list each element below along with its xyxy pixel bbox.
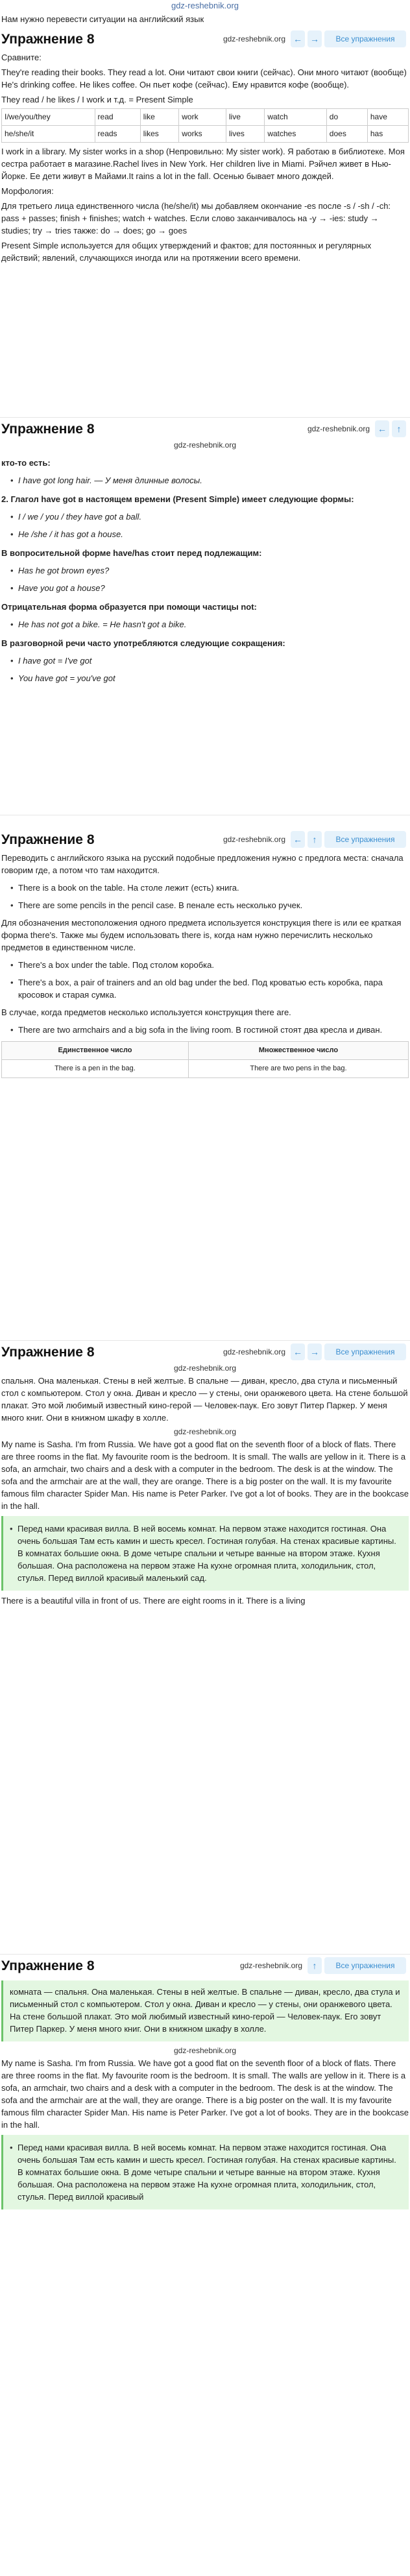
- list-item: • There are some pencils in the pencil case. В пенале есть несколько ручек.: [10, 899, 409, 911]
- exercise-section-2: [0, 418, 410, 815]
- next-button[interactable]: →: [308, 30, 322, 47]
- list-item: • I / we / you / they have got a ball.: [10, 511, 409, 523]
- list-item: • Перед нами красивая вилла. В ней восемь комнат. На первом этаже находится гостиная. Она очень большая Там есть камин и шесть кресел. Гостиная голубая. На стенах красивые картины. В комнатах большие окна. В доме четыре спальни и четыре ванные на втором этаже. Кухня большая. Она расположена на первом этаже На кухне огромная плита, холодильник, стол, стулья. Перед виллой красивый маленький сад.: [10, 1523, 402, 1584]
- table-cell: work: [179, 109, 226, 126]
- watermark: gdz-reshebnik.org: [173, 440, 237, 450]
- table-cell: reads: [95, 126, 140, 143]
- table-header: Единственное число: [2, 1042, 189, 1060]
- table-row: [2, 1042, 409, 1060]
- list-item: • There are two armchairs and a big sofa in the living room. В гостиной стоят два кресла и диван.: [10, 1024, 409, 1036]
- prev-button[interactable]: ←: [291, 1343, 305, 1360]
- verb-table: [1, 108, 409, 143]
- page-title: Упражнение 8: [1, 1344, 95, 1360]
- next-button[interactable]: ↑: [392, 420, 406, 437]
- paragraph: I work in a library. My sister works in a shop (Непровильно: My sister work). Я работаю в библиотеке. Моя сестра работает в магазине.Rachel lives in New York. Her children live in Miami. Рэйчел живет в Нью-Йорке. Ее дети живут в Майами.It rains a lot in the fall. Осенью бывает много дождей.: [1, 147, 405, 181]
- watermark: gdz-reshebnik.org: [173, 1364, 237, 1373]
- all-exercises-button[interactable]: Все упражнения: [324, 1343, 406, 1360]
- paragraph: В случае, когда предметов несколько используется конструкция there are.: [1, 1007, 291, 1017]
- list-item: • There's a box under the table. Под столом коробка.: [10, 959, 409, 971]
- table-cell: he/she/it: [2, 126, 95, 143]
- prev-button[interactable]: ←: [375, 420, 389, 437]
- paragraph: Отрицательная форма образуется при помощи частицы not:: [1, 602, 257, 612]
- paragraph: В вопросительной форме have/has стоит перед подлежащим:: [1, 548, 262, 558]
- paragraph: комната — спальня. Она маленькая. Стены в ней желтые. В спальне — диван, кресло, два стула и письменный стол с компьютером. Стол у окна. Диван и кресло — у стены, они оранжевого цвета. На стене большой плакат. Это мой любимый известный кино-герой — Человек-паук. Его зовут Питер Паркер. У меня много книг. Они в книжном шкафу в холле.: [10, 1987, 400, 2034]
- section-header: [1, 1955, 409, 1977]
- example-list: [10, 959, 409, 1001]
- example-list: [10, 1523, 402, 1584]
- section-header: [1, 828, 409, 850]
- list-item: • Has he got brown eyes?: [10, 564, 409, 577]
- table-cell: likes: [140, 126, 178, 143]
- table-cell: watches: [265, 126, 326, 143]
- table-row: [2, 1060, 409, 1078]
- nav-group: [291, 30, 406, 47]
- all-exercises-button[interactable]: Все упражнения: [324, 1957, 406, 1974]
- paragraph: Present Simple используется для общих утверждений и фактов; для постоянных и регулярных действий; явлений, случающихся иногда или на протяжении всего времени.: [1, 241, 372, 263]
- paragraph: Переводить с английского языка на русский подобные предложения нужно с предлога места: сначала говорим где, а потом что там находится.: [1, 853, 404, 875]
- prev-button[interactable]: ←: [291, 831, 305, 848]
- watermark: gdz-reshebnik.org: [173, 1427, 237, 1436]
- watermark: gdz-reshebnik.org: [223, 1347, 285, 1356]
- paragraph: Морфология:: [1, 186, 54, 196]
- table-cell: lives: [226, 126, 264, 143]
- prev-button[interactable]: ←: [291, 30, 305, 47]
- page-title: Упражнение 8: [1, 1958, 95, 1973]
- next-button[interactable]: ↑: [308, 1957, 322, 1974]
- intro-text: Нам нужно перевести ситуации на английский язык: [1, 14, 204, 24]
- nav-group: [291, 1343, 406, 1360]
- table-header: Множественное число: [188, 1042, 408, 1060]
- comparison-table: [1, 1041, 409, 1078]
- paragraph: 2. Глагол have got в настоящем времени (Present Simple) имеет следующие формы:: [1, 494, 354, 504]
- section-header: [1, 1341, 409, 1363]
- list-item: • Перед нами красивая вилла. В ней восемь комнат. На первом этаже находится гостиная. Она очень большая Там есть камин и шесть кресел. Гостиная голубая. На стенах красивые картины. В комнатах большие окна. В доме четыре спальни и четыре ванные на втором этаже. Кухня большая. Она расположена на первом этаже На кухне огромная плита, холодильник, стол, стулья. Перед виллой красивый: [10, 2141, 402, 2203]
- example-list: [10, 1024, 409, 1036]
- table-cell: There is a pen in the bag.: [2, 1060, 189, 1078]
- table-cell: watch: [265, 109, 326, 126]
- next-button[interactable]: →: [308, 1343, 322, 1360]
- table-cell: like: [140, 109, 178, 126]
- paragraph: В разговорной речи часто употребляются следующие сокращения:: [1, 638, 285, 648]
- page-title: Упражнение 8: [1, 832, 95, 847]
- compare-label: Сравните:: [1, 53, 42, 62]
- watermark: gdz-reshebnik.org: [239, 1960, 302, 1970]
- example-list: [10, 564, 409, 594]
- list-item: • You have got = you've got: [10, 672, 409, 684]
- paragraph: спальня. Она маленькая. Стены в ней желтые. В спальне — диван, кресло, два стула и письменный стол с компьютером. Стол у окна. Диван и кресло — у стены, они оранжевого цвета. На стене большой плакат. Это мой любимый известный кино-герой — Человек-паук. Его зовут Питер Паркер. У меня много книг. Они в книжном шкафу в холле.: [1, 1376, 408, 1423]
- all-exercises-button[interactable]: Все упражнения: [324, 831, 406, 848]
- section-header: [1, 418, 409, 440]
- table-cell: does: [326, 126, 367, 143]
- watermark: gdz-reshebnik.org: [223, 34, 285, 43]
- example-list: [10, 882, 409, 911]
- paragraph: They read / he likes / I work и т.д. = Present Simple: [1, 95, 193, 104]
- table-cell: live: [226, 109, 264, 126]
- highlight-box: [1, 1980, 409, 2041]
- table-cell: I/we/you/they: [2, 109, 95, 126]
- list-item: • He has not got a bike. = He hasn't got a bike.: [10, 618, 409, 631]
- list-item: • There is a book on the table. На столе лежит (есть) книга.: [10, 882, 409, 894]
- example-list: [10, 618, 409, 631]
- page-title: Упражнение 8: [1, 31, 95, 47]
- next-button[interactable]: ↑: [308, 831, 322, 848]
- table-row: [2, 109, 409, 126]
- table-cell: works: [179, 126, 226, 143]
- nav-group: [375, 420, 406, 437]
- watermark: gdz-reshebnik.org: [173, 2046, 237, 2055]
- nav-group: [308, 1957, 406, 1974]
- watermark: gdz-reshebnik.org: [307, 424, 370, 433]
- example-list: [10, 474, 409, 487]
- paragraph: They're reading their books. They read a lot. Они читают свои книги (сейчас). Они много читают (вообще) He's drinking coffee. He likes coffee. Он пьет кофе (сейчас). Ему нравится кофе (вообще).: [1, 67, 407, 90]
- list-item: • He /she / it has got a house.: [10, 528, 409, 540]
- highlight-box: [1, 2135, 409, 2209]
- paragraph: My name is Sasha. I'm from Russia. We have got a good flat on the seventh floor of a block of flats. There are three rooms in the flat. My favourite room is the bedroom. It is small. The walls are yellow in it. There is a sofa, an armchair, two chairs and a desk with a computer in the bedroom. The desk is at the window. The sofa and the armchair are at the wall, they are orange. There is a big poster on the wall. It is my favourite famous film character Spider Man. His name is Peter Parker. I've got a lot of books. They are in the bookcase in the hall.: [1, 1439, 409, 1511]
- list-item: • I have got long hair. — У меня длинные волосы.: [10, 474, 409, 487]
- example-list: [10, 511, 409, 540]
- paragraph: Для третьего лица единственного числа (he/she/it) мы добавляем окончание -es после -s / -sh / -ch: pass + passes; finish + finishes; watch + watches. Если слово заканчивалось на -y → -ies: study → studies; try → tries также: do → does; go → goes: [1, 201, 391, 235]
- table-cell: read: [95, 109, 140, 126]
- nav-group: [291, 831, 406, 848]
- site-watermark-top: gdz-reshebnik.org: [171, 1, 239, 10]
- exercise-section-3: [0, 828, 410, 1341]
- watermark: gdz-reshebnik.org: [223, 834, 285, 844]
- list-item: • There's a box, a pair of trainers and an old bag under the bed. Под кроватью есть коробка, пара кросовок и старая сумка.: [10, 976, 409, 1001]
- example-list: [10, 2141, 402, 2203]
- table-cell: There are two pens in the bag.: [188, 1060, 408, 1078]
- example-list: [10, 655, 409, 684]
- list-item: • Have you got a house?: [10, 582, 409, 594]
- paragraph: кто-то есть:: [1, 458, 51, 468]
- table-row: [2, 126, 409, 143]
- table-cell: have: [367, 109, 408, 126]
- table-cell: has: [367, 126, 408, 143]
- exercise-section-5: [0, 1955, 410, 2448]
- all-exercises-button[interactable]: Все упражнения: [324, 30, 406, 47]
- list-item: • I have got = I've got: [10, 655, 409, 667]
- paragraph: There is a beautiful villa in front of us. There are eight rooms in it. There is a living: [1, 1596, 306, 1606]
- exercise-section-4: [0, 1341, 410, 1955]
- paragraph: My name is Sasha. I'm from Russia. We have got a good flat on the seventh floor of a block of flats. There are three rooms in the flat. My favourite room is the bedroom. It is small. The walls are yellow in it. There is a sofa, an armchair, two chairs and a desk with a computer in the bedroom. The desk is at the window. The sofa and the armchair are at the wall, they are orange. There is a big poster on the wall. It is my favourite famous film character Spider Man. His name is Peter Parker. I've got a lot of books. They are in the bookcase in the hall.: [1, 2058, 409, 2130]
- exercise-section-1: [0, 13, 410, 418]
- paragraph: Для обозначения местоположения одного предмета используется конструкция there is или ее краткая форма there's. Также мы будем использовать there is, когда нам нужно перечислить несколько предметов в единственном числе.: [1, 918, 402, 952]
- highlight-box: [1, 1516, 409, 1591]
- page-title: Упражнение 8: [1, 421, 95, 437]
- section-header: [1, 28, 409, 50]
- table-cell: do: [326, 109, 367, 126]
